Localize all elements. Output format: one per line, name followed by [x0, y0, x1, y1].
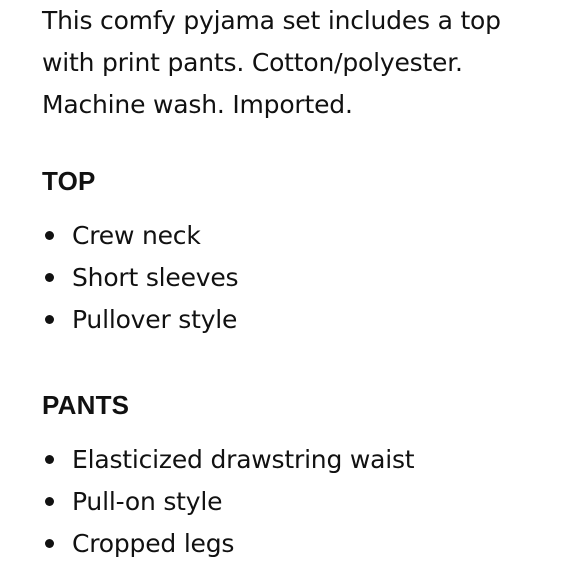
section-heading-pants: PANTS	[42, 390, 130, 420]
bullet-icon	[45, 455, 54, 464]
feature-text: Pullover style	[72, 304, 238, 334]
feature-text: Short sleeves	[72, 262, 239, 292]
product-details	[42, 0, 562, 564]
list-item	[42, 480, 562, 522]
feature-text: Crew neck	[72, 220, 201, 250]
product-description	[42, 0, 562, 126]
bullet-icon	[45, 273, 54, 282]
list-item	[42, 438, 562, 480]
description-line: This comfy pyjama set includes a top	[42, 6, 501, 35]
description-line: Machine wash. Imported.	[42, 90, 353, 119]
list-item	[42, 522, 562, 564]
list-item	[42, 214, 562, 256]
bullet-icon	[45, 539, 54, 548]
pants-feature-list	[42, 438, 562, 564]
feature-text: Pull-on style	[72, 486, 223, 516]
description-line: with print pants. Cotton/polyester.	[42, 48, 463, 77]
list-item	[42, 298, 562, 340]
bullet-icon	[45, 315, 54, 324]
section-heading-top: TOP	[42, 166, 96, 196]
bullet-icon	[45, 497, 54, 506]
top-feature-list	[42, 214, 562, 340]
list-item	[42, 256, 562, 298]
feature-text: Elasticized drawstring waist	[72, 444, 415, 474]
feature-text: Cropped legs	[72, 528, 235, 558]
bullet-icon	[45, 231, 54, 240]
